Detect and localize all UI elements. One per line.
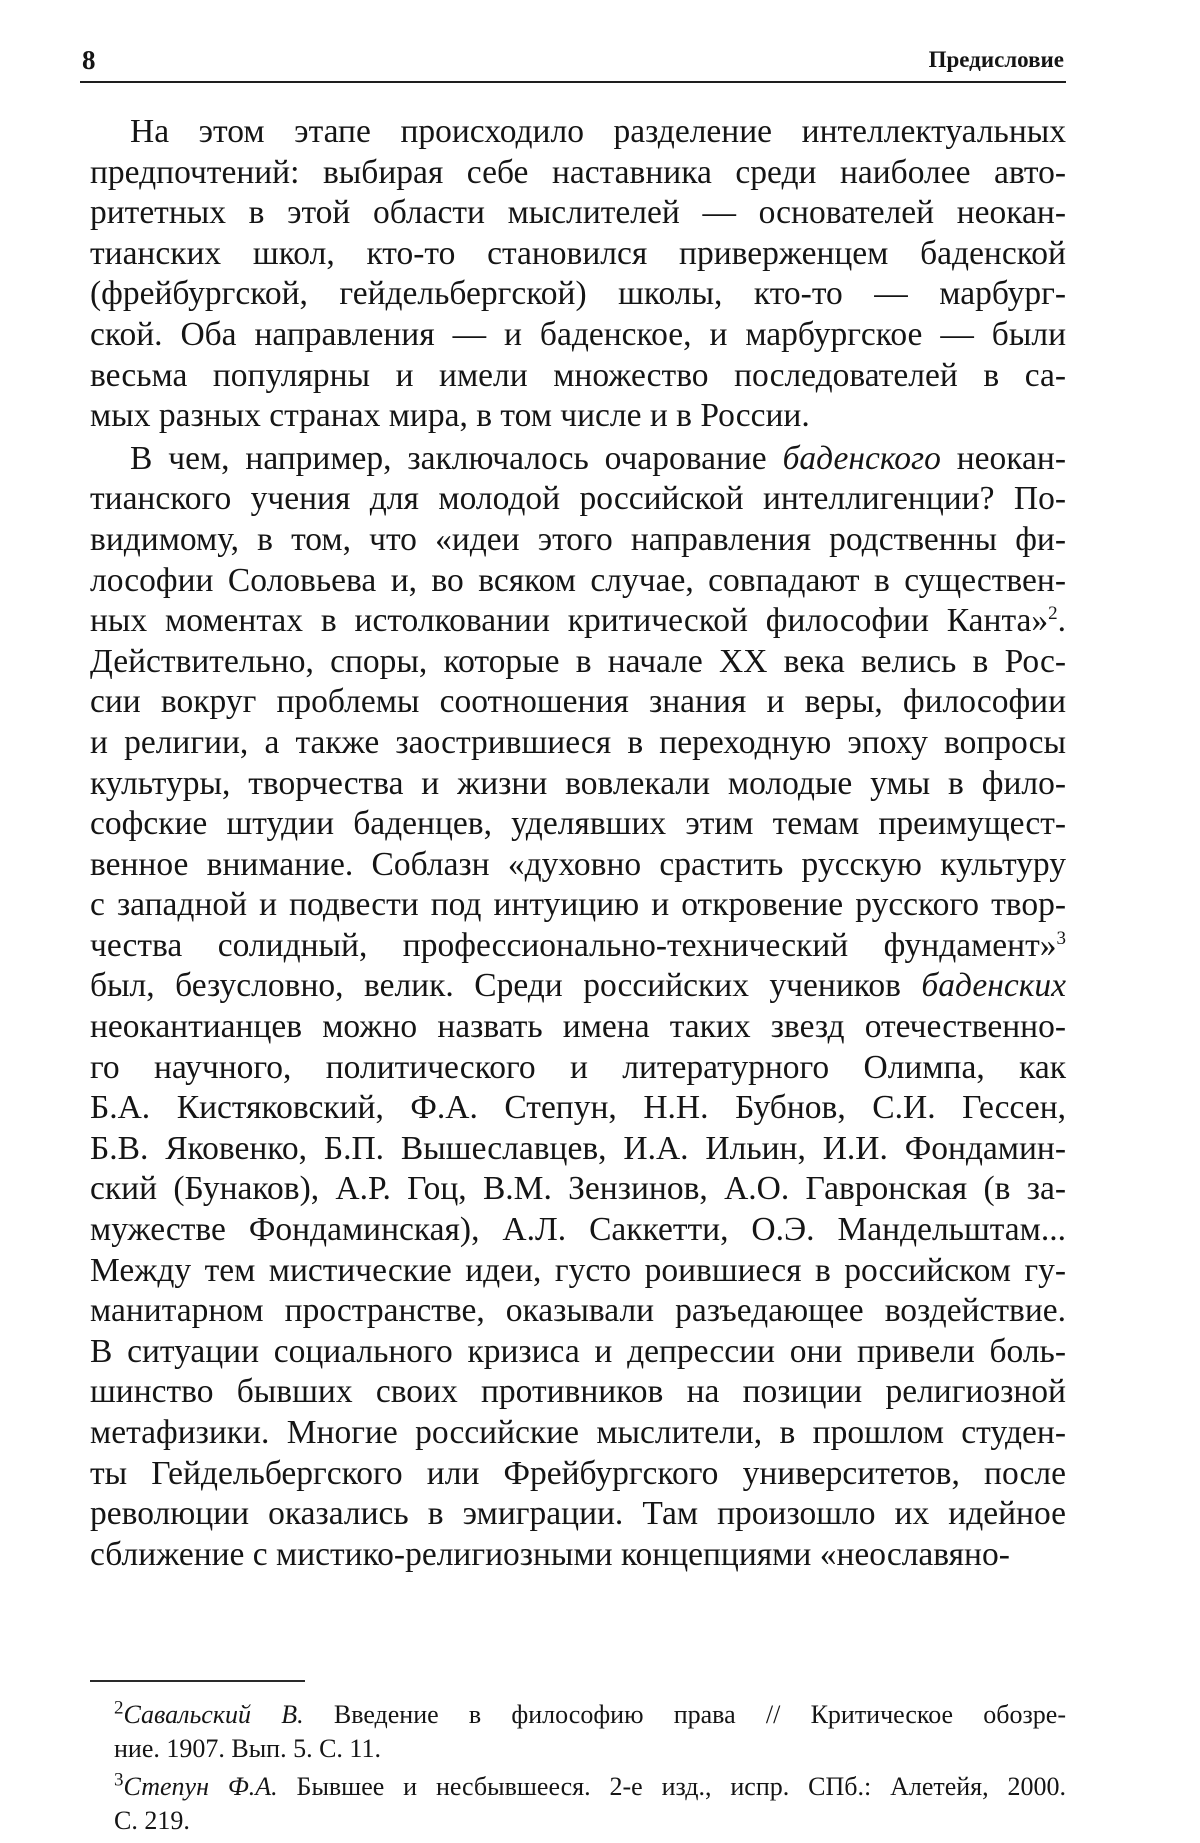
text-line: чества солидный, профессионально-технический фундамент»$^3$ [90, 926, 1066, 964]
text-line: тианского учения для молодой российской интеллигенции? По- [90, 480, 1066, 518]
text-line: мужестве Фондаминская), А.Л. Саккетти, О.Э. Мандельштам... [90, 1211, 1066, 1249]
text-line: В ситуации социального кризиса и депрессии они привели боль- [90, 1332, 1066, 1370]
footnote-ref-2: 2 [1048, 602, 1058, 624]
text-line: и религии, а также заострившиеся в переходную эпоху вопросы [90, 723, 1066, 761]
footnote-line: $^3$Степун Ф.А. Бывшее и несбывшееся. 2-е изд., испр. СПб.: Алетейя, 2000. [114, 1769, 1067, 1801]
footnote-line: С. 219. [114, 1806, 190, 1835]
text-line: с западной и подвести под интуицию и откровение русского твор- [90, 886, 1066, 924]
text-line: неокантианцев можно назвать имена таких звезд отечественно- [90, 1008, 1066, 1046]
footnote-rule [90, 1680, 305, 1682]
text-line: метафизики. Многие российские мыслители, в прошлом студен- [90, 1414, 1066, 1451]
text-line: был, безусловно, велик. Среди российских учеников баденских [90, 967, 1066, 1005]
footnote-ref-3: 3 [1056, 927, 1066, 949]
footnote-author: Савальский В. [123, 1700, 304, 1729]
text-line: манитарном пространстве, оказывали разъедающее воздействие. [90, 1292, 1066, 1330]
text-line: сии вокруг проблемы соотношения знания и веры, философии [90, 683, 1066, 721]
text-line: предпочтений: выбирая себе наставника среди наиболее авто- [90, 153, 1066, 191]
footnotes [90, 1698, 1066, 1842]
paragraph [90, 112, 1066, 437]
footnote-author: Степун Ф.А. [123, 1772, 278, 1801]
footnote-marker: 3 [114, 1769, 124, 1791]
footnote-marker: 2 [114, 1697, 124, 1719]
text-line: го научного, политического и литературного Олимпа, как [90, 1048, 1066, 1086]
footnote-2 [90, 1698, 1066, 1766]
text-italic: баденских [921, 967, 1066, 1005]
text-line: видимому, в том, что «идеи этого направления родственны фи- [90, 520, 1066, 558]
footnote-3 [90, 1770, 1066, 1838]
text-line: венное внимание. Соблазн «духовно срастить русскую культуру [90, 845, 1066, 883]
text-line: (фрейбургской, гейдельбергской) школы, кто-то — марбург- [90, 275, 1066, 313]
text-line: весьма популярны и имели множество последователей в са- [90, 356, 1066, 394]
text-line: ных моментах в истолковании критической философии Канта»$^2$. [90, 602, 1066, 640]
text-line: ты Гейдельбергского или Фрейбургского университетов, после [90, 1454, 1066, 1492]
text-line: мых разных странах мира, в том числе и в России. [90, 397, 810, 435]
text-line: Б.В. Яковенко, Б.П. Вышеславцев, И.А. Ильин, И.И. Фондамин- [90, 1129, 1066, 1167]
page-number: 8 [82, 45, 96, 75]
text-line: культуры, творчества и жизни вовлекали молодые умы в фило- [90, 764, 1066, 802]
running-head [80, 40, 1066, 80]
text-line: сближение с мистико-религиозными концепциями «неославяно- [90, 1535, 1010, 1573]
section-title: Предисловие [928, 47, 1064, 72]
text-line: тианских школ, кто-то становился приверженцем баденской [90, 234, 1066, 272]
main-text [90, 112, 1066, 1575]
text-line: софские штудии баденцев, уделявших этим темам преимущест- [90, 805, 1066, 843]
text-line: На этом этапе происходило разделение интеллектуальных [130, 113, 1066, 150]
text-line: В чем, например, заключалось очарование баденского неокан- [130, 439, 1066, 477]
text-line: Между тем мистические идеи, густо роившиеся в российском гу- [90, 1251, 1066, 1289]
text-line: революции оказались в эмиграции. Там произошло их идейное [90, 1495, 1066, 1533]
text-line: ритетных в этой области мыслителей — основателей неокан- [90, 194, 1066, 232]
header-rule [80, 81, 1066, 83]
text-line: Б.А. Кистяковский, Ф.А. Степун, Н.Н. Бубнов, С.И. Гессен, [90, 1089, 1066, 1127]
text-line: ской. Оба направления — и баденское, и марбургское — были [90, 315, 1066, 353]
text-line: Действительно, споры, которые в начале XX века велись в Рос- [90, 642, 1066, 680]
footnote-line: ние. 1907. Вып. 5. С. 11. [114, 1734, 381, 1763]
text-line: ский (Бунаков), А.Р. Гоц, В.М. Зензинов, А.О. Гавронская (в за- [90, 1170, 1066, 1208]
footnote-line: $^2$Савальский В. Введение в философию права // Критическое обозре- [114, 1697, 1066, 1729]
text-line: шинство бывших своих противников на позиции религиозной [90, 1373, 1066, 1411]
text-line: лософии Соловьева и, во всяком случае, совпадают в существен- [90, 561, 1066, 599]
text-italic: баденского [782, 439, 941, 477]
paragraph [90, 439, 1066, 1576]
